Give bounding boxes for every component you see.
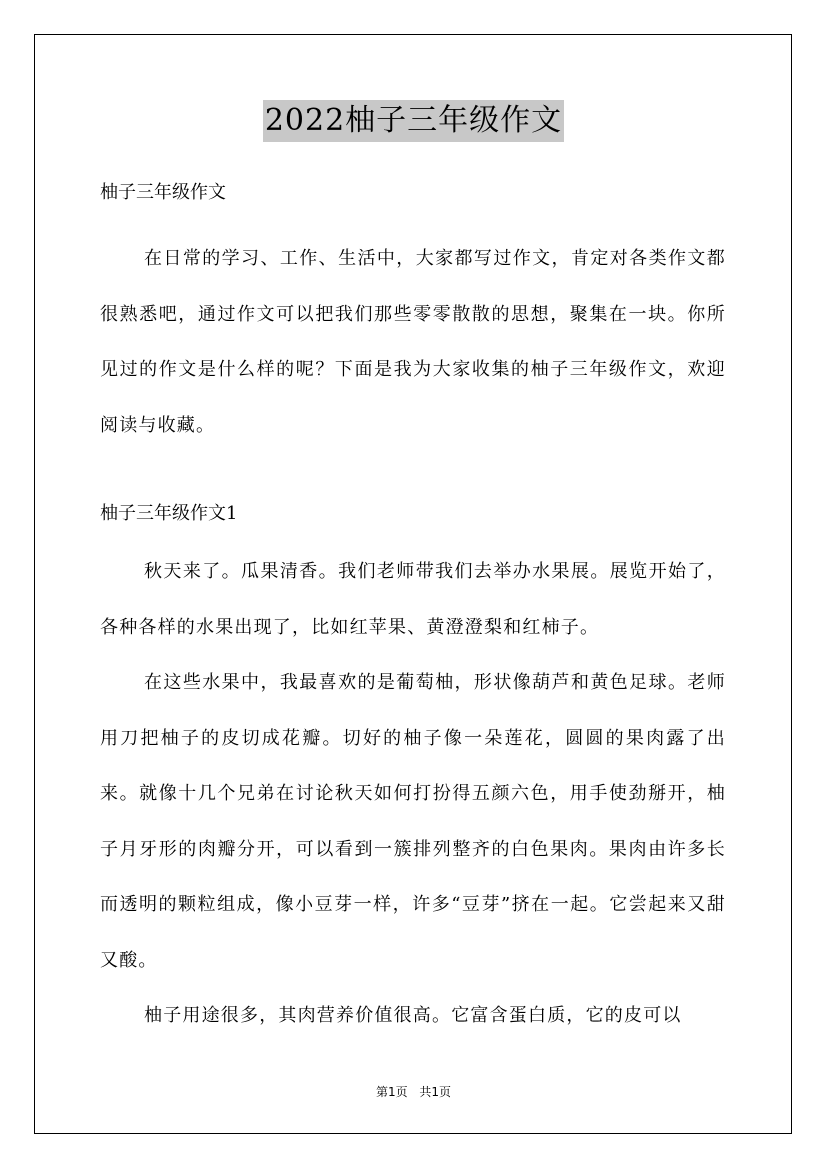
- paragraph: 柚子用途很多，其肉营养价值很高。它富含蛋白质，它的皮可以: [144, 1005, 682, 1026]
- paragraph: 在这些水果中，我最喜欢的是葡萄柚，形状像葫芦和黄色足球。老师用刀把柚子的皮切成花瓣。切好的柚子像一朵莲花，圆圆的果肉露了出来。就像十几个兄弟在讨论秋天如何打扮得五颜六色，用手使劲掰开，柚子月牙形的肉瓣分开，可以看到一簇排列整齐的白色果肉。果肉由许多长而透明的颗粒组成，像小豆芽一样，许多“豆芽”挤在一起。它尝起来又甜又酸。: [100, 672, 726, 971]
- title-wrap: [0, 100, 827, 142]
- page-footer: [0, 1083, 827, 1100]
- paragraph: 在日常的学习、工作、生活中，大家都写过作文，肯定对各类作文都很熟悉吧，通过作文可以把我们那些零零散散的思想，聚集在一块。你所见过的作文是什么样的呢？下面是我为大家收集的柚子三年级作文，欢迎阅读与收藏。: [100, 248, 726, 436]
- paragraph: 秋天来了。瓜果清香。我们老师带我们去举办水果展。展览开始了，各种各样的水果出现了，比如红苹果、黄澄澄梨和红柿子。: [100, 561, 726, 638]
- section-heading: 柚子三年级作文1: [100, 503, 238, 524]
- document-title: 2022柚子三年级作文: [263, 100, 564, 142]
- document-body: [100, 175, 726, 1044]
- page-total: 共1页: [419, 1085, 452, 1099]
- section-heading: 柚子三年级作文: [100, 182, 226, 203]
- page-number: 第1页: [375, 1085, 408, 1099]
